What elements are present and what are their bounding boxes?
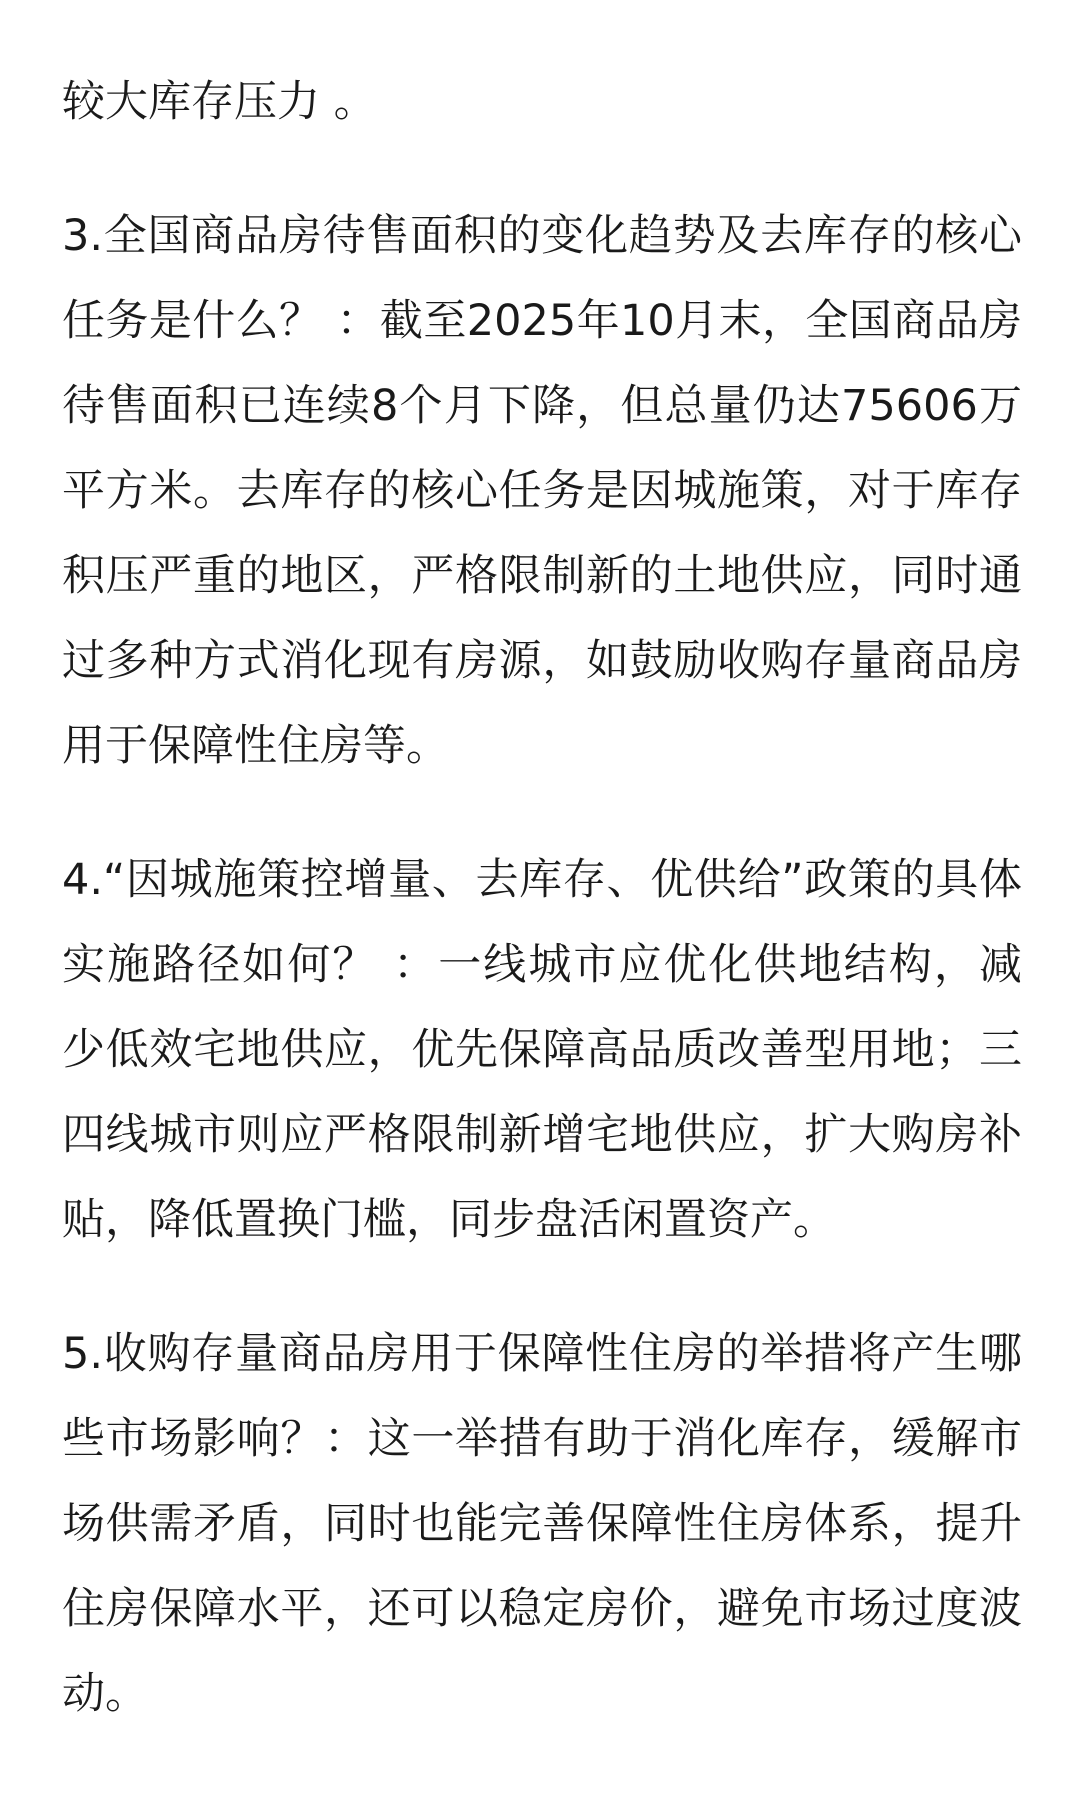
q4-line-4: 四线城市则应严格限制新增宅地供应，扩大购房补 <box>62 1110 1022 1160</box>
q4-line-1: 4.“因城施策控增量、去库存、优供给”政策的具体 <box>62 855 1022 905</box>
q3-line-6: 过多种方式消化现有房源，如鼓励收购存量商品房 <box>62 636 1022 686</box>
q4-line-3: 少低效宅地供应，优先保障高品质改善型用地；三 <box>62 1025 1022 1075</box>
q5-line-2: 些市场影响？：这一举措有助于消化库存，缓解市 <box>62 1414 1022 1464</box>
q5-line-4: 住房保障水平，还可以稳定房价，避免市场过度波 <box>62 1584 1022 1634</box>
q3-line-5: 积压严重的地区，严格限制新的土地供应，同时通 <box>62 551 1022 601</box>
q3-line-1: 3.全国商品房待售面积的变化趋势及去库存的核心 <box>62 211 1022 261</box>
q4-line-5: 贴，降低置换门槛，同步盘活闲置资产。 <box>62 1195 836 1245</box>
q3-line-7: 用于保障性住房等。 <box>62 721 449 771</box>
q4-line-2: 实施路径如何？ ：一线城市应优化供地结构，减 <box>62 940 1022 990</box>
q5-line-1: 5.收购存量商品房用于保障性住房的举措将产生哪 <box>62 1329 1022 1379</box>
q5-line-5: 动。 <box>62 1669 148 1719</box>
q3-line-3: 待售面积已连续8个月下降，但总量仍达75606万 <box>62 381 1022 431</box>
q5-line-3: 场供需矛盾，同时也能完善保障性住房体系，提升 <box>62 1499 1022 1549</box>
q3-line-2: 任务是什么？ ：截至2025年10月末，全国商品房 <box>62 296 1022 346</box>
q3-line-4: 平方米。去库存的核心任务是因城施策，对于库存 <box>62 466 1022 516</box>
intro-line-1: 较大库存压力 。 <box>62 77 377 127</box>
